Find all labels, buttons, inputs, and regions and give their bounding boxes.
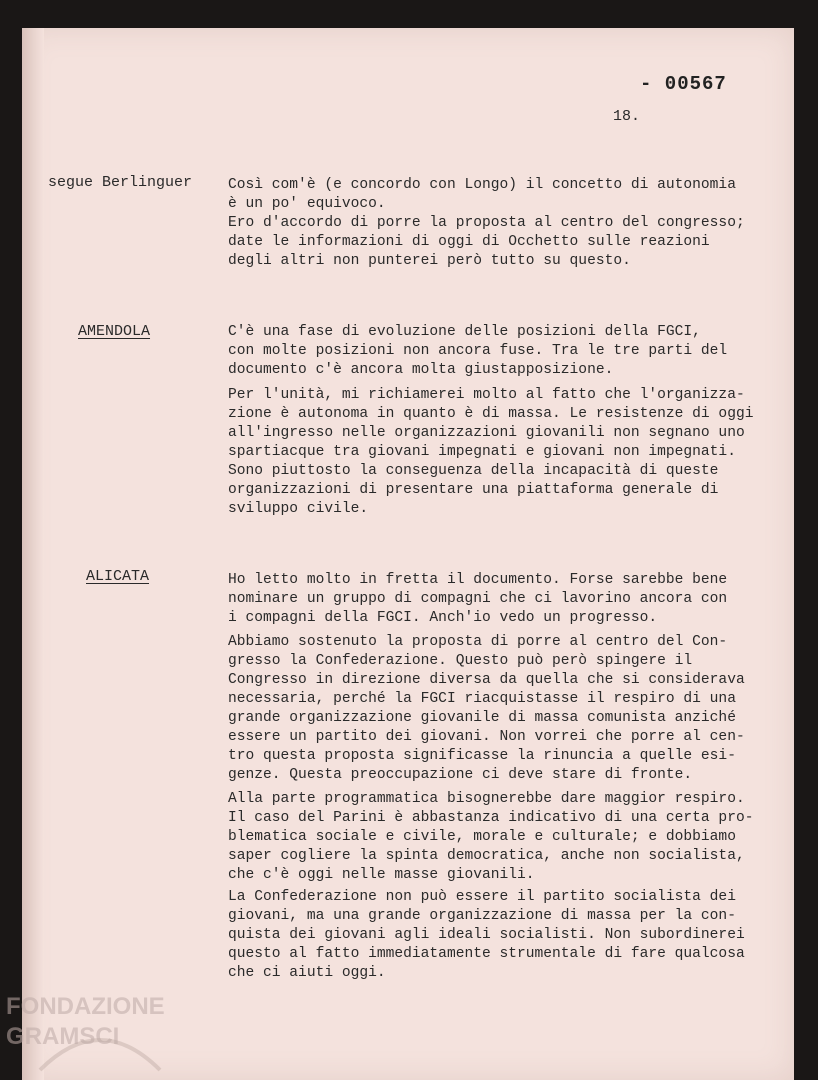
amendola-paragraph-2: Per l'unità, mi richiamerei molto al fatto che l'organizza- zione è autonoma in quanto è di massa. Le resistenze di oggi all'ingresso nelle organizzazioni giovanili non segnano uno spartiacque tra giovani impegnati e giovani non impegnati. Sono piuttosto la conseguenza della incapacità di queste organizzazioni di presentare una piattaforma generale di sviluppo civile. — [228, 387, 754, 517]
speaker-berlinguer: segue Berlinguer — [48, 174, 193, 191]
alicata-paragraph-1: Ho letto molto in fretta il documento. Forse sarebbe bene nominare un gruppo di compagni che ci lavorino ancora con i compagni della FGCI. Anch'io vedo un progresso. — [228, 572, 728, 626]
page-number: 18. — [613, 108, 641, 125]
document-number-stamp: - 00567 — [640, 73, 727, 95]
page-binding-edge — [22, 28, 44, 1080]
alicata-paragraph-2: Abbiamo sostenuto la proposta di porre al centro del Con- gresso la Confederazione. Questo può però spingere il Congresso in direzione diversa da quella che si considerava necessaria, perché la FGCI riacquistasse il respiro di una grande organizzazione giovanile di massa comunista anziché essere un partito dei giovani. Non vorrei che porre al cen- tro questa proposta significasse la rinuncia a quelle esi- genze. Questa preoccupazione ci deve stare di fronte. — [228, 634, 745, 783]
fondazione-gramsci-watermark — [6, 992, 165, 1052]
alicata-paragraph-3: Alla parte programmatica bisognerebbe dare maggior respiro. Il caso del Parini è abbastanza indicativo di una certa pro- blematica sociale e civile, morale e culturale; e dobbiamo saper cogliere la spinta democratica, anche non socialista, che c'è oggi nelle masse giovanili. — [228, 791, 754, 883]
speaker-alicata: ALICATA — [86, 568, 150, 585]
amendola-paragraph-1: C'è una fase di evoluzione delle posizioni della FGCI, con molte posizioni non ancora fuse. Tra le tre parti del documento c'è ancora molta giustapposizione. — [228, 324, 728, 378]
berlinguer-paragraph: Così com'è (e concordo con Longo) il concetto di autonomia è un po' equivoco. Ero d'accordo di porre la proposta al centro del congresso; date le informazioni di oggi di Occhetto sulle reazioni degli altri non punterei però tutto su questo. — [228, 177, 745, 269]
speaker-amendola: AMENDOLA — [78, 323, 151, 340]
alicata-paragraph-4: La Confederazione non può essere il partito socialista dei giovani, ma una grande organizzazione di massa per la con- quista dei giovani agli ideali socialisti. Non subordinerei questo al fatto immediatamente strumentale di fare qualcosa che ci aiuti oggi. — [228, 889, 745, 981]
watermark-line-1: FONDAZIONE — [6, 993, 165, 1020]
watermark-line-2: GRAMSCI — [6, 1023, 120, 1050]
